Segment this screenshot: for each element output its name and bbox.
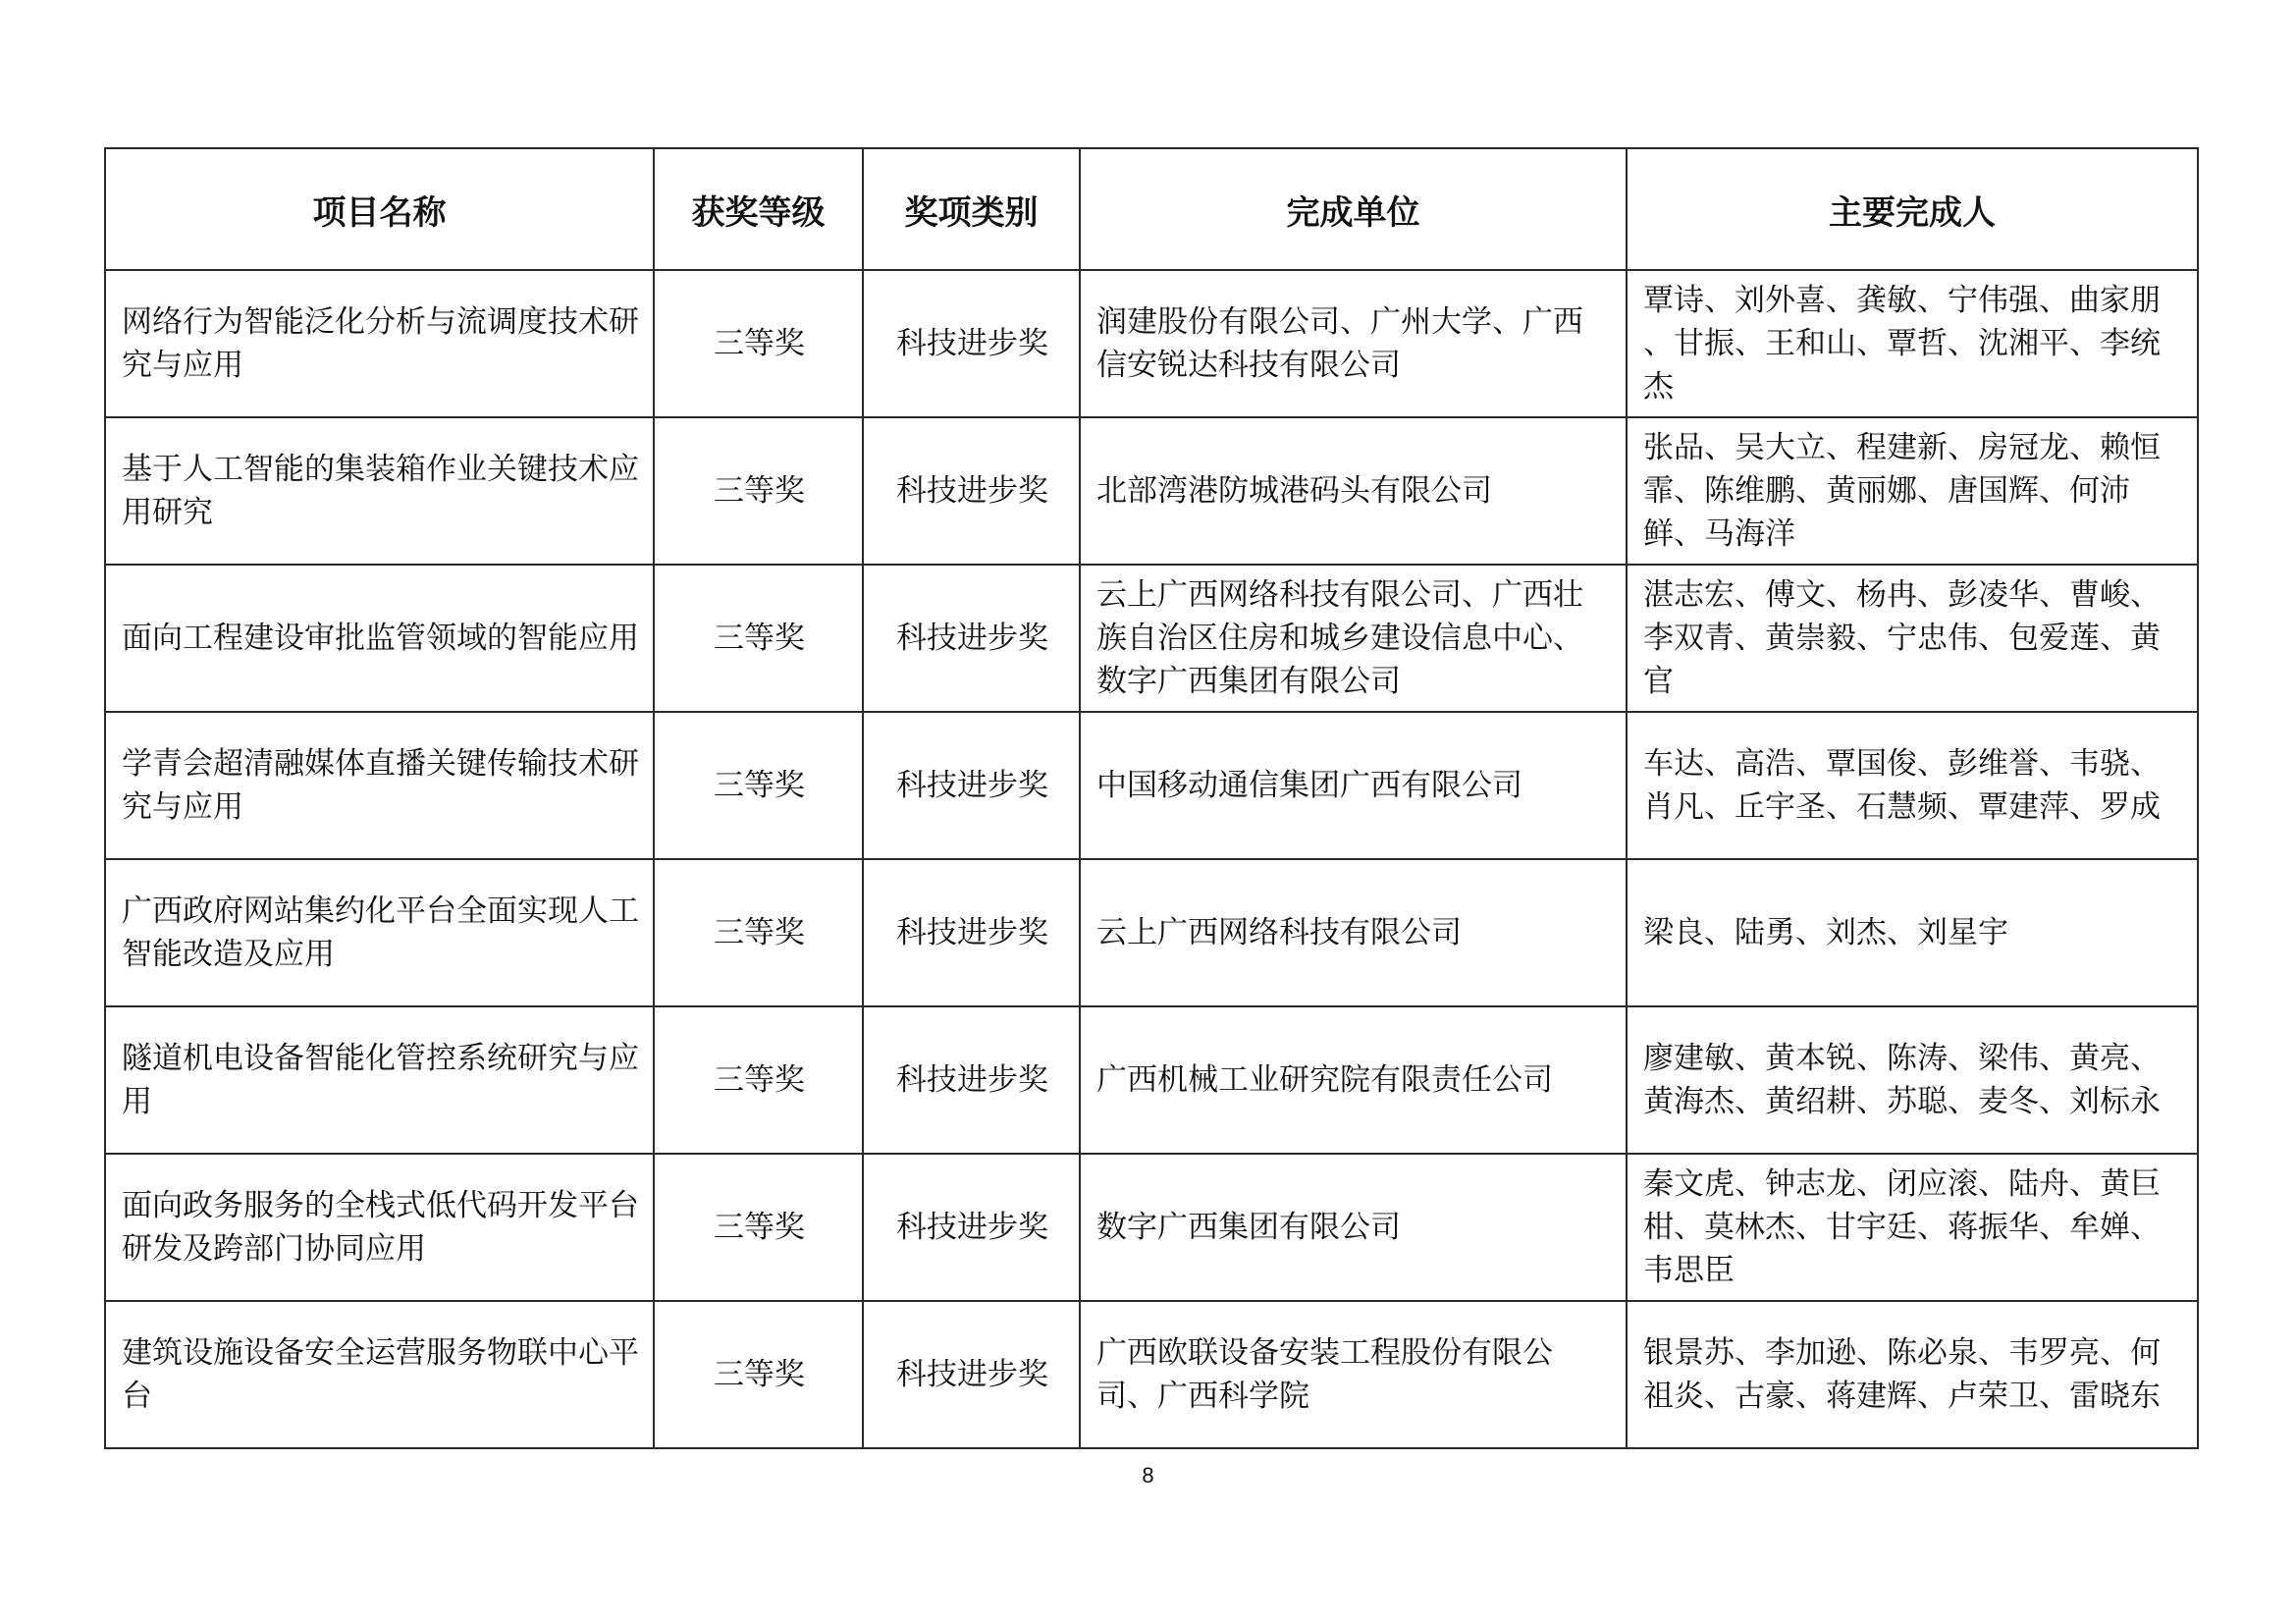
completion-unit-cell: 数字广西集团有限公司 <box>1080 1154 1627 1301</box>
award-category-cell: 科技进步奖 <box>863 270 1080 417</box>
header-award-level: 获奖等级 <box>654 148 863 270</box>
completion-unit-cell: 云上广西网络科技有限公司、广西壮族自治区住房和城乡建设信息中心、数字广西集团有限公司 <box>1080 565 1627 712</box>
contributors-cell: 车达、高浩、覃国俊、彭维誉、韦骁、肖凡、丘宇圣、石慧频、覃建萍、罗成 <box>1627 712 2198 859</box>
award-table <box>104 147 2199 1449</box>
table-row <box>105 1301 2198 1448</box>
award-level-cell: 三等奖 <box>654 565 863 712</box>
award-category-cell: 科技进步奖 <box>863 1006 1080 1154</box>
award-level-cell: 三等奖 <box>654 859 863 1006</box>
project-name-cell: 广西政府网站集约化平台全面实现人工智能改造及应用 <box>105 859 654 1006</box>
award-category-cell: 科技进步奖 <box>863 565 1080 712</box>
project-name-cell: 建筑设施设备安全运营服务物联中心平台 <box>105 1301 654 1448</box>
completion-unit-cell: 云上广西网络科技有限公司 <box>1080 859 1627 1006</box>
project-name-cell: 隧道机电设备智能化管控系统研究与应用 <box>105 1006 654 1154</box>
header-completion-unit: 完成单位 <box>1080 148 1627 270</box>
table-row <box>105 417 2198 565</box>
contributors-cell: 秦文虎、钟志龙、闭应滚、陆舟、黄巨柑、莫林杰、甘宇廷、蒋振华、牟婵、韦思臣 <box>1627 1154 2198 1301</box>
header-main-contributors: 主要完成人 <box>1627 148 2198 270</box>
completion-unit-cell: 广西机械工业研究院有限责任公司 <box>1080 1006 1627 1154</box>
project-name-cell: 网络行为智能泛化分析与流调度技术研究与应用 <box>105 270 654 417</box>
award-category-cell: 科技进步奖 <box>863 859 1080 1006</box>
table-row <box>105 565 2198 712</box>
award-level-cell: 三等奖 <box>654 417 863 565</box>
table-row <box>105 1154 2198 1301</box>
contributors-cell: 廖建敏、黄本锐、陈涛、梁伟、黄亮、黄海杰、黄绍耕、苏聪、麦冬、刘标永 <box>1627 1006 2198 1154</box>
award-category-cell: 科技进步奖 <box>863 417 1080 565</box>
contributors-cell: 梁良、陆勇、刘杰、刘星宇 <box>1627 859 2198 1006</box>
table-header-row <box>105 148 2198 270</box>
header-award-category: 奖项类别 <box>863 148 1080 270</box>
project-name-cell: 面向工程建设审批监管领域的智能应用 <box>105 565 654 712</box>
contributors-cell: 覃诗、刘外喜、龚敏、宁伟强、曲家朋 、甘振、王和山、覃哲、沈湘平、李统杰 <box>1627 270 2198 417</box>
award-level-cell: 三等奖 <box>654 270 863 417</box>
table-row <box>105 270 2198 417</box>
award-category-cell: 科技进步奖 <box>863 1154 1080 1301</box>
award-level-cell: 三等奖 <box>654 1006 863 1154</box>
table-row <box>105 712 2198 859</box>
contributors-cell: 湛志宏、傅文、杨冉、彭凌华、曹峻、李双青、黄崇毅、宁忠伟、包爱莲、黄官 <box>1627 565 2198 712</box>
award-category-cell: 科技进步奖 <box>863 712 1080 859</box>
header-project-name: 项目名称 <box>105 148 654 270</box>
award-level-cell: 三等奖 <box>654 1301 863 1448</box>
award-level-cell: 三等奖 <box>654 1154 863 1301</box>
project-name-cell: 基于人工智能的集装箱作业关键技术应用研究 <box>105 417 654 565</box>
award-category-cell: 科技进步奖 <box>863 1301 1080 1448</box>
completion-unit-cell: 北部湾港防城港码头有限公司 <box>1080 417 1627 565</box>
completion-unit-cell: 中国移动通信集团广西有限公司 <box>1080 712 1627 859</box>
completion-unit-cell: 广西欧联设备安装工程股份有限公司、广西科学院 <box>1080 1301 1627 1448</box>
contributors-cell: 银景苏、李加逊、陈必泉、韦罗亮、何祖炎、古豪、蒋建辉、卢荣卫、雷晓东 <box>1627 1301 2198 1448</box>
table-row <box>105 1006 2198 1154</box>
page-number: 8 <box>1142 1463 1154 1488</box>
contributors-cell: 张品、吴大立、程建新、房冠龙、赖恒霏、陈维鹏、黄丽娜、唐国辉、何沛鲜、马海洋 <box>1627 417 2198 565</box>
table-row <box>105 859 2198 1006</box>
project-name-cell: 学青会超清融媒体直播关键传输技术研究与应用 <box>105 712 654 859</box>
project-name-cell: 面向政务服务的全栈式低代码开发平台研发及跨部门协同应用 <box>105 1154 654 1301</box>
completion-unit-cell: 润建股份有限公司、广州大学、广西信安锐达科技有限公司 <box>1080 270 1627 417</box>
award-level-cell: 三等奖 <box>654 712 863 859</box>
